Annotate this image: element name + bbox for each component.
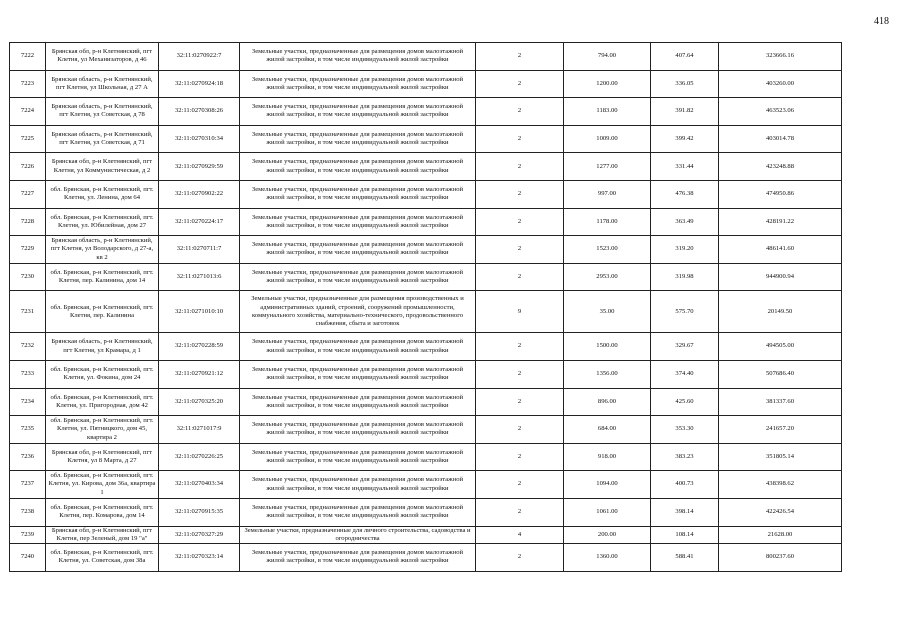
area-cell: 1183.00	[564, 98, 651, 126]
cadastral-value-cell: 423248.88	[719, 153, 842, 181]
area-cell: 1277.00	[564, 153, 651, 181]
specific-value-cell: 391.82	[651, 98, 719, 126]
table-row	[10, 498, 842, 526]
area-cell: 794.00	[564, 43, 651, 71]
table-row	[10, 236, 842, 264]
cadastral-number-cell: 32:11:0270323:14	[159, 544, 240, 572]
table-row	[10, 388, 842, 416]
cadastral-number-cell: 32:11:0270310:34	[159, 125, 240, 153]
row-number-cell: 7224	[10, 98, 46, 126]
table-body	[10, 43, 842, 572]
group-cell: 2	[476, 471, 564, 499]
table-row	[10, 43, 842, 71]
cadastral-number-cell: 32:11:0270228:59	[159, 333, 240, 361]
land-use-description-cell: Земельные участки, предназначенные для размещения домов малоэтажной жилой застройки, в том числе индивидуальной жилой застройки	[240, 236, 476, 264]
address-cell: обл. Брянская, р-н Клетнянский, пгт. Клетня, ул. Советская, дом 38а	[46, 544, 159, 572]
group-cell: 2	[476, 416, 564, 444]
area-cell: 200.00	[564, 526, 651, 544]
table-row	[10, 180, 842, 208]
cadastral-number-cell: 32:11:0270902:22	[159, 180, 240, 208]
group-cell: 2	[476, 208, 564, 236]
cadastral-value-cell: 403014.78	[719, 125, 842, 153]
table-row	[10, 98, 842, 126]
group-cell: 2	[476, 153, 564, 181]
land-use-description-cell: Земельные участки, предназначенные для размещения домов малоэтажной жилой застройки, в том числе индивидуальной жилой застройки	[240, 43, 476, 71]
table-row	[10, 291, 842, 333]
group-cell: 2	[476, 98, 564, 126]
row-number-cell: 7232	[10, 333, 46, 361]
address-cell: обл. Брянская, р-н Клетнянский, пгт. Клетня, ул. Кирова, дом 36а, квартира 1	[46, 471, 159, 499]
area-cell: 896.00	[564, 388, 651, 416]
cadastral-value-cell: 422426.54	[719, 498, 842, 526]
row-number-cell: 7233	[10, 360, 46, 388]
address-cell: Брянская область, р-н Клетнянский, пгт Клетня, ул Советская, д 71	[46, 125, 159, 153]
cadastral-value-cell: 241657.20	[719, 416, 842, 444]
land-use-description-cell: Земельные участки, предназначенные для размещения домов малоэтажной жилой застройки, в том числе индивидуальной жилой застройки	[240, 498, 476, 526]
group-cell: 2	[476, 388, 564, 416]
row-number-cell: 7240	[10, 544, 46, 572]
group-cell: 2	[476, 180, 564, 208]
specific-value-cell: 383.23	[651, 443, 719, 471]
cadastral-value-cell: 351805.14	[719, 443, 842, 471]
cadastral-number-cell: 32:11:0270325:20	[159, 388, 240, 416]
cadastral-value-cell: 403260.00	[719, 70, 842, 98]
cadastral-number-cell: 32:11:0270929:59	[159, 153, 240, 181]
area-cell: 918.00	[564, 443, 651, 471]
area-cell: 1500.00	[564, 333, 651, 361]
group-cell: 2	[476, 333, 564, 361]
land-use-description-cell: Земельные участки, предназначенные для размещения домов малоэтажной жилой застройки, в том числе индивидуальной жилой застройки	[240, 153, 476, 181]
cadastral-number-cell: 32:11:0271017:9	[159, 416, 240, 444]
cadastral-number-cell: 32:11:0270226:25	[159, 443, 240, 471]
land-use-description-cell: Земельные участки, предназначенные для размещения домов малоэтажной жилой застройки, в том числе индивидуальной жилой застройки	[240, 125, 476, 153]
specific-value-cell: 400.73	[651, 471, 719, 499]
area-cell: 1009.00	[564, 125, 651, 153]
address-cell: обл. Брянская, р-н Клетнянский, пгт. Клетня, ул. Пригородная, дом 42	[46, 388, 159, 416]
table-row	[10, 153, 842, 181]
cadastral-number-cell: 32:11:0270915:35	[159, 498, 240, 526]
address-cell: Брянская обл, р-н Клетнянский, пгт Клетня, пер Зеленый, дом 19 "а"	[46, 526, 159, 544]
group-cell: 2	[476, 70, 564, 98]
specific-value-cell: 363.49	[651, 208, 719, 236]
cadastral-number-cell: 32:11:0270924:18	[159, 70, 240, 98]
specific-value-cell: 353.30	[651, 416, 719, 444]
address-cell: Брянская область, р-н Клетнянский, пгт Клетня, ул Советская, д 78	[46, 98, 159, 126]
land-use-description-cell: Земельные участки, предназначенные для размещения производственных и административных зданий, строений, сооружений промышленности, коммунального хозяйства, материально-технического, продовольственного снабжения, сбыта и заготовок	[240, 291, 476, 333]
table-row	[10, 544, 842, 572]
group-cell: 9	[476, 291, 564, 333]
land-use-description-cell: Земельные участки, предназначенные для размещения домов малоэтажной жилой застройки, в том числе индивидуальной жилой застройки	[240, 208, 476, 236]
area-cell: 1061.00	[564, 498, 651, 526]
address-cell: Брянская обл, р-н Клетнянский, пгт Клетня, ул Коммунистическая, д 2	[46, 153, 159, 181]
address-cell: обл. Брянская, р-н Клетнянский, пгт. Клетня, пер. Калинина, дом 14	[46, 263, 159, 291]
specific-value-cell: 319.20	[651, 236, 719, 264]
group-cell: 2	[476, 236, 564, 264]
cadastral-number-cell: 32:11:0271013:6	[159, 263, 240, 291]
cadastral-value-cell: 381337.60	[719, 388, 842, 416]
address-cell: обл. Брянская, р-н Клетнянский, пгт. Клетня, ул. Фокина, дом 24	[46, 360, 159, 388]
row-number-cell: 7228	[10, 208, 46, 236]
table-row	[10, 70, 842, 98]
specific-value-cell: 336.05	[651, 70, 719, 98]
cadastral-value-table	[9, 42, 842, 572]
cadastral-value-cell: 944900.94	[719, 263, 842, 291]
area-cell: 35.00	[564, 291, 651, 333]
land-use-description-cell: Земельные участки, предназначенные для размещения домов малоэтажной жилой застройки, в том числе индивидуальной жилой застройки	[240, 544, 476, 572]
land-use-description-cell: Земельные участки, предназначенные для размещения домов малоэтажной жилой застройки, в том числе индивидуальной жилой застройки	[240, 333, 476, 361]
area-cell: 2953.00	[564, 263, 651, 291]
land-use-description-cell: Земельные участки, предназначенные для размещения домов малоэтажной жилой застройки, в том числе индивидуальной жилой застройки	[240, 360, 476, 388]
group-cell: 2	[476, 263, 564, 291]
cadastral-number-cell: 32:11:0270224:17	[159, 208, 240, 236]
table-row	[10, 443, 842, 471]
table-row	[10, 263, 842, 291]
row-number-cell: 7229	[10, 236, 46, 264]
specific-value-cell: 407.64	[651, 43, 719, 71]
land-use-description-cell: Земельные участки, предназначенные для размещения домов малоэтажной жилой застройки, в том числе индивидуальной жилой застройки	[240, 263, 476, 291]
address-cell: обл. Брянская, р-н Клетнянский, пгт. Клетня, ул. Пятницкого, дом 45, квартира 2	[46, 416, 159, 444]
cadastral-value-cell: 463523.06	[719, 98, 842, 126]
land-use-description-cell: Земельные участки, предназначенные для размещения домов малоэтажной жилой застройки, в том числе индивидуальной жилой застройки	[240, 416, 476, 444]
area-cell: 1523.00	[564, 236, 651, 264]
address-cell: Брянская область, р-н Клетнянский, пгт Клетня, ул Крамара, д 1	[46, 333, 159, 361]
group-cell: 2	[476, 498, 564, 526]
cadastral-value-cell: 494505.00	[719, 333, 842, 361]
area-cell: 1200.00	[564, 70, 651, 98]
row-number-cell: 7227	[10, 180, 46, 208]
land-use-description-cell: Земельные участки, предназначенные для размещения домов малоэтажной жилой застройки, в том числе индивидуальной жилой застройки	[240, 471, 476, 499]
cadastral-number-cell: 32:11:0270922:7	[159, 43, 240, 71]
table-row	[10, 333, 842, 361]
group-cell: 2	[476, 360, 564, 388]
area-cell: 1356.00	[564, 360, 651, 388]
row-number-cell: 7236	[10, 443, 46, 471]
address-cell: обл. Брянская, р-н Клетнянский, пгт. Клетня, ул. Ленина, дом 64	[46, 180, 159, 208]
cadastral-value-cell: 323666.16	[719, 43, 842, 71]
specific-value-cell: 329.67	[651, 333, 719, 361]
specific-value-cell: 398.14	[651, 498, 719, 526]
row-number-cell: 7222	[10, 43, 46, 71]
address-cell: Брянская обл, р-н Клетнянский, пгт Клетня, ул Механизаторов, д 46	[46, 43, 159, 71]
cadastral-number-cell: 32:11:0270711:7	[159, 236, 240, 264]
specific-value-cell: 399.42	[651, 125, 719, 153]
land-use-description-cell: Земельные участки, предназначенные для личного строительства, садоводства и огородничества	[240, 526, 476, 544]
row-number-cell: 7226	[10, 153, 46, 181]
area-cell: 1360.00	[564, 544, 651, 572]
row-number-cell: 7234	[10, 388, 46, 416]
table-row	[10, 360, 842, 388]
cadastral-value-cell: 474950.86	[719, 180, 842, 208]
specific-value-cell: 108.14	[651, 526, 719, 544]
land-use-description-cell: Земельные участки, предназначенные для размещения домов малоэтажной жилой застройки, в том числе индивидуальной жилой застройки	[240, 98, 476, 126]
land-use-description-cell: Земельные участки, предназначенные для размещения домов малоэтажной жилой застройки, в том числе индивидуальной жилой застройки	[240, 388, 476, 416]
table-row	[10, 416, 842, 444]
group-cell: 2	[476, 443, 564, 471]
row-number-cell: 7230	[10, 263, 46, 291]
cadastral-number-cell: 32:11:0270308:26	[159, 98, 240, 126]
address-cell: обл. Брянская, р-н Клетнянский, пгт. Клетня, пер. Комарова, дом 14	[46, 498, 159, 526]
area-cell: 1178.00	[564, 208, 651, 236]
group-cell: 2	[476, 544, 564, 572]
cadastral-number-cell: 32:11:0270327:29	[159, 526, 240, 544]
row-number-cell: 7223	[10, 70, 46, 98]
land-use-description-cell: Земельные участки, предназначенные для размещения домов малоэтажной жилой застройки, в том числе индивидуальной жилой застройки	[240, 180, 476, 208]
table-row	[10, 471, 842, 499]
table-row	[10, 208, 842, 236]
cadastral-number-cell: 32:11:0270403:34	[159, 471, 240, 499]
cadastral-value-cell: 486141.60	[719, 236, 842, 264]
specific-value-cell: 374.40	[651, 360, 719, 388]
address-cell: Брянская область, р-н Клетнянский, пгт Клетня, ул Володарского, д 27-а, кв 2	[46, 236, 159, 264]
land-use-description-cell: Земельные участки, предназначенные для размещения домов малоэтажной жилой застройки, в том числе индивидуальной жилой застройки	[240, 70, 476, 98]
row-number-cell: 7235	[10, 416, 46, 444]
page-number: 418	[874, 16, 889, 27]
specific-value-cell: 575.70	[651, 291, 719, 333]
area-cell: 997.00	[564, 180, 651, 208]
row-number-cell: 7238	[10, 498, 46, 526]
group-cell: 2	[476, 43, 564, 71]
area-cell: 684.00	[564, 416, 651, 444]
table-row	[10, 125, 842, 153]
cadastral-value-cell: 438398.62	[719, 471, 842, 499]
address-cell: обл. Брянская, р-н Клетнянский, пгт. Клетня, пер. Калинина	[46, 291, 159, 333]
row-number-cell: 7239	[10, 526, 46, 544]
address-cell: Брянская обл, р-н Клетнянский, пгт Клетня, ул 8 Марта, д 27	[46, 443, 159, 471]
row-number-cell: 7225	[10, 125, 46, 153]
cadastral-value-cell: 20149.50	[719, 291, 842, 333]
group-cell: 2	[476, 125, 564, 153]
specific-value-cell: 319.98	[651, 263, 719, 291]
address-cell: обл. Брянская, р-н Клетнянский, пгт. Клетня, ул. Юбилейная, дом 27	[46, 208, 159, 236]
address-cell: Брянская область, р-н Клетнянский, пгт Клетня, ул Школьная, д 27 А	[46, 70, 159, 98]
cadastral-number-cell: 32:11:0270921:12	[159, 360, 240, 388]
table-row	[10, 526, 842, 544]
cadastral-value-cell: 800237.60	[719, 544, 842, 572]
specific-value-cell: 425.60	[651, 388, 719, 416]
group-cell: 4	[476, 526, 564, 544]
row-number-cell: 7231	[10, 291, 46, 333]
cadastral-value-cell: 507686.40	[719, 360, 842, 388]
land-use-description-cell: Земельные участки, предназначенные для размещения домов малоэтажной жилой застройки, в том числе индивидуальной жилой застройки	[240, 443, 476, 471]
cadastral-value-cell: 428191.22	[719, 208, 842, 236]
cadastral-number-cell: 32:11:0271010:10	[159, 291, 240, 333]
row-number-cell: 7237	[10, 471, 46, 499]
specific-value-cell: 476.38	[651, 180, 719, 208]
specific-value-cell: 331.44	[651, 153, 719, 181]
specific-value-cell: 588.41	[651, 544, 719, 572]
area-cell: 1094.00	[564, 471, 651, 499]
cadastral-value-cell: 21628.00	[719, 526, 842, 544]
